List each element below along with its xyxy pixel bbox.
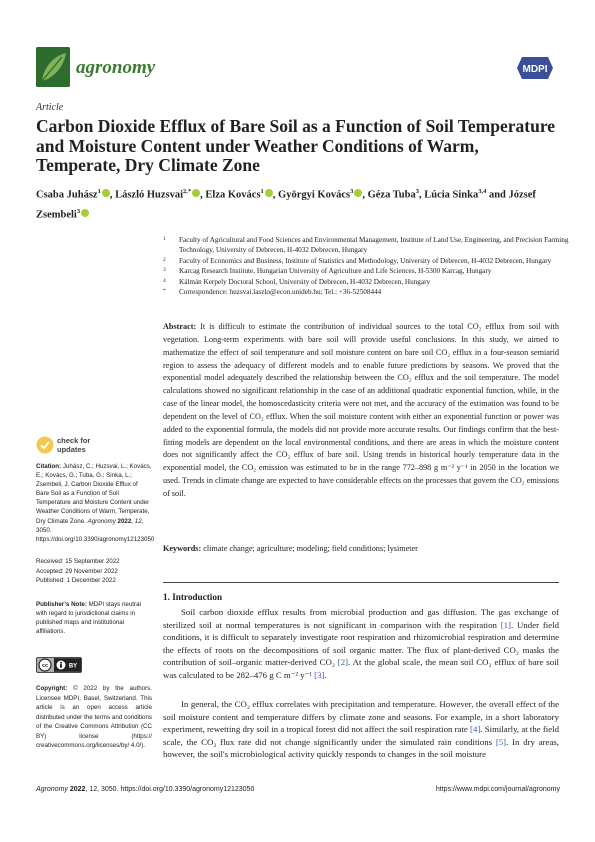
author-affiliation-sup: 3	[350, 188, 354, 195]
affiliation-number: *	[163, 288, 166, 295]
publisher-note-label: Publisher’s Note:	[36, 601, 87, 608]
journal-name[interactable]: agronomy	[76, 57, 156, 78]
affiliation-text: Karcag Research Institute, Hungarian University of Agriculture and Life Sciences, H-5300 Karcag, Hungary	[179, 267, 492, 276]
intro-paragraph-1	[163, 606, 559, 682]
section-heading-introduction: 1. Introduction	[163, 592, 223, 602]
paragraph-text: . In dry areas, however, the soil's microbiological activity quickly responds to changes in the soil moisture	[163, 736, 559, 760]
citation-block: Citation: Juhász, C.; Huzsvai, L.; Kovács, E.; Kovács, G.; Tuba, G.; Sinka, L.; Zsembeli, J. Carbon Dioxide Efflux of Bare Soil as a Function of Soil Temperature and Moisture Content under Weather Conditions of Warm, Temperate, Dry Climate Zone. Agronomy 2022, 12, 3050. https://doi.org/10.3390/agronomy12123050	[36, 463, 155, 543]
check-updates-text: updates	[57, 444, 86, 454]
citation-link[interactable]: [1]	[500, 619, 511, 630]
affiliation-item	[163, 235, 573, 256]
published-date: Published: 1 December 2022	[36, 577, 116, 585]
citation-volume: 12	[134, 517, 142, 525]
author-name[interactable]: Géza Tuba	[367, 189, 416, 201]
abstract-label: Abstract:	[163, 322, 197, 331]
affiliations	[163, 235, 573, 297]
affiliation-item	[163, 277, 573, 287]
copyright-block	[36, 684, 152, 751]
author-affiliation-sup: 1	[97, 188, 101, 195]
publisher-note	[36, 600, 152, 636]
affiliation-number: 3	[163, 267, 166, 274]
abstract	[163, 321, 559, 501]
author-separator: ,	[109, 189, 116, 201]
paragraph-text: Soil carbon dioxide efflux results from microbial production and gas diffusion. The gas exchange of sterilized soil at normal temperatures is not significant in comparison with the respiration	[163, 607, 559, 630]
citation-link[interactable]: [5]	[495, 736, 507, 747]
intro-paragraph-2	[163, 698, 559, 761]
paragraph-text: In general, the CO₂ efflux correlates with precipitation and temperature. However, the overall effect of the soil moisture content and temperature differs by climate zone and seasons. For example, in a short laboratory experiment, rewetting dry soil in a tropical forest did not affect the soil respiration rate	[163, 699, 559, 735]
paragraph-text: .	[324, 669, 327, 680]
citation-journal: Agronomy	[87, 517, 116, 525]
citation-year: 2022	[117, 517, 132, 525]
author-affiliation-sup: 1	[260, 188, 264, 195]
affiliation-item	[163, 287, 573, 297]
citation-label: Citation:	[36, 463, 62, 470]
cc-by-license-badge[interactable]	[36, 657, 82, 673]
author-separator: ,	[272, 189, 279, 201]
author-affiliation-sup: 3	[76, 208, 81, 215]
svg-text:MDPI: MDPI	[522, 64, 548, 75]
author-name[interactable]: Györgyi Kovács	[278, 189, 351, 201]
orcid-icon[interactable]	[81, 209, 89, 217]
check-updates-text: check for	[57, 436, 91, 445]
affiliation-text: Faculty of Economics and Business, Institute of Statistics and Methodology, University of Debrecen, H-4032 Debrecen, Hungary	[179, 256, 552, 265]
keywords	[163, 543, 559, 555]
publication-dates	[36, 557, 152, 586]
paper-title: Carbon Dioxide Efflux of Bare Soil as a Function of Soil Temperature and Moisture Content under Weather Conditions of Warm, Temperate, Dry Climate Zone	[36, 116, 556, 175]
citation-doi[interactable]: , 3050. https://doi.org/10.3390/agronomy12123050	[36, 517, 155, 543]
affiliation-text: Correspondence: huzsvai.laszlo@econ.unideb.hu; Tel.: +36-52508444	[179, 288, 382, 297]
orcid-icon[interactable]	[102, 189, 110, 197]
affiliation-item	[163, 266, 573, 276]
footer-doi[interactable]: , 12, 3050. https://doi.org/10.3390/agronomy12123050	[85, 786, 255, 793]
citation-link[interactable]: [4]	[470, 724, 481, 735]
author-affiliation-sup: 2,*	[183, 188, 192, 195]
footer-journal: Agronomy	[36, 786, 68, 793]
copyright-text: © 2022 by the authors. Licensee MDPI, Basel, Switzerland. This article is an open access article distributed under the terms and conditions of the Creative Commons Attribution (CC BY) license (https:// creativecommons.org/licenses/by/ 4.0/).	[36, 685, 152, 749]
affiliation-text: Faculty of Agricultural and Food Sciences and Environmental Management, Institute of Land Use, Engineering, and Precision Farming Technology, University of Debrecen, H-4032 Debrecen, Hungary	[179, 236, 569, 255]
author-name[interactable]: Elza Kovács	[205, 189, 261, 201]
abstract-text: It is difficult to estimate the contribution of individual sources to the total CO₂ efflux from soil with vegetation. Long-term experiments with bare soil will provide useful conclusions. In this study, we aimed to mathematize the effect of soil temperature and soil moisture content on bare soil CO₂ efflux in a four-season semiarid region to assess the adequacy of different models and to enable future predictions by seasons. We proved that the exponential model adequately described the relationship between the CO₂ efflux and the soil temperature. The model calculations showed no significant relationship in the case of an additional quadratic exponential function, while, in the case of the linear model, the homoscedasticity criteria were not met, and the accuracy of the estimation was found to be dependent on the level of CO₂ efflux. When the soil moisture content with either an exponential function or power was added to the exponential formula, the models did not provide more accurate results. Our findings confirm that the best-fitting models are dependent on the local environmental conditions, and there are areas in which the moisture content does not significantly affect the CO₂ efflux of bare soil. Using trends in historical hourly temperature data in the exponential model, the CO₂ emission was estimated to be in the range 772–898 g m⁻² y⁻¹ in 2050 in the location we used. Trends in climate change are expected to have considerable effects on the processes that govern the CO₂ emissions of soil.	[163, 322, 560, 498]
author-affiliation-sup: 3,4	[478, 188, 487, 195]
paragraph-text: . At the global scale, the mean soil CO₂ efflux of bare soil was calculated to be 282–476 g C m⁻² y⁻¹	[163, 657, 559, 680]
author-list	[36, 184, 566, 224]
affiliation-text: Kálmán Kerpely Doctoral School, University of Debrecen, H-4032 Debrecen, Hungary	[179, 277, 431, 286]
affiliation-number: 1	[163, 236, 166, 242]
footer-year: 2022	[69, 786, 86, 793]
author-name[interactable]: and József Zsembeli	[36, 189, 536, 221]
citation-link[interactable]: [2]	[337, 657, 349, 668]
affiliation-number: 4	[163, 277, 166, 284]
mdpi-logo[interactable]	[516, 55, 554, 81]
leaf-icon	[36, 47, 70, 87]
check-for-updates-button[interactable]	[36, 436, 106, 458]
footer-journal-url[interactable]: https://www.mdpi.com/journal/agronomy	[435, 786, 560, 793]
citation-text: Juhász, C.; Huzsvai, L.; Kovács, E.; Kovács, G.; Tuba, G.; Sinka, L.; Zsembeli, J. Carbon Dioxide Efflux of Bare Soil as a Function of Soil Temperature and Moisture Content under Weather Conditions of Warm, Temperate, Dry Climate Zone.	[36, 463, 152, 525]
orcid-icon[interactable]	[265, 189, 273, 197]
svg-text:BY: BY	[68, 663, 78, 670]
author-separator: ,	[200, 189, 206, 201]
accepted-date: Accepted: 29 November 2022	[36, 567, 118, 575]
author-separator: ,	[362, 189, 368, 201]
author-affiliation-sup: 3	[415, 188, 419, 195]
author-separator: ,	[418, 189, 425, 201]
copyright-label: Copyright:	[36, 685, 68, 692]
received-date: Received: 15 September 2022	[36, 558, 120, 565]
article-type: Article	[36, 102, 64, 113]
section-divider	[163, 582, 559, 583]
paragraph-text: . Under field conditions, it is difficult to separately investigate root respiration and rhizomicrobial respiration and determine the effects of roots on the decompositions of soil organic matter. The flux of plant-derived CO₂ masks the contribution of soil–organic matter-derived CO₂	[163, 619, 559, 668]
keywords-text: climate change; agriculture; modeling; field conditions; lysimeter	[203, 544, 418, 553]
author-name[interactable]: Csaba Juhász	[36, 189, 98, 201]
keywords-label: Keywords:	[163, 544, 202, 553]
orcid-icon[interactable]	[192, 189, 200, 197]
footer-citation	[36, 786, 254, 793]
publisher-note-text: MDPI stays neutral with regard to jurisdictional claims in published maps and institutional affiliations.	[36, 601, 141, 636]
author-name[interactable]: László Huzsvai	[115, 189, 184, 201]
journal-logo	[36, 47, 70, 87]
affiliation-item	[163, 256, 573, 266]
author-name[interactable]: Lúcia Sinka	[424, 189, 479, 201]
affiliation-number: 2	[163, 256, 166, 263]
svg-text:cc: cc	[41, 663, 49, 670]
citation-link[interactable]: [3]	[314, 669, 325, 680]
paragraph-text: . Similarly, at the field scale, the CO₂ flux rate did not change significantly under the simulated rain conditions	[163, 724, 559, 747]
check-updates-icon	[36, 436, 54, 454]
